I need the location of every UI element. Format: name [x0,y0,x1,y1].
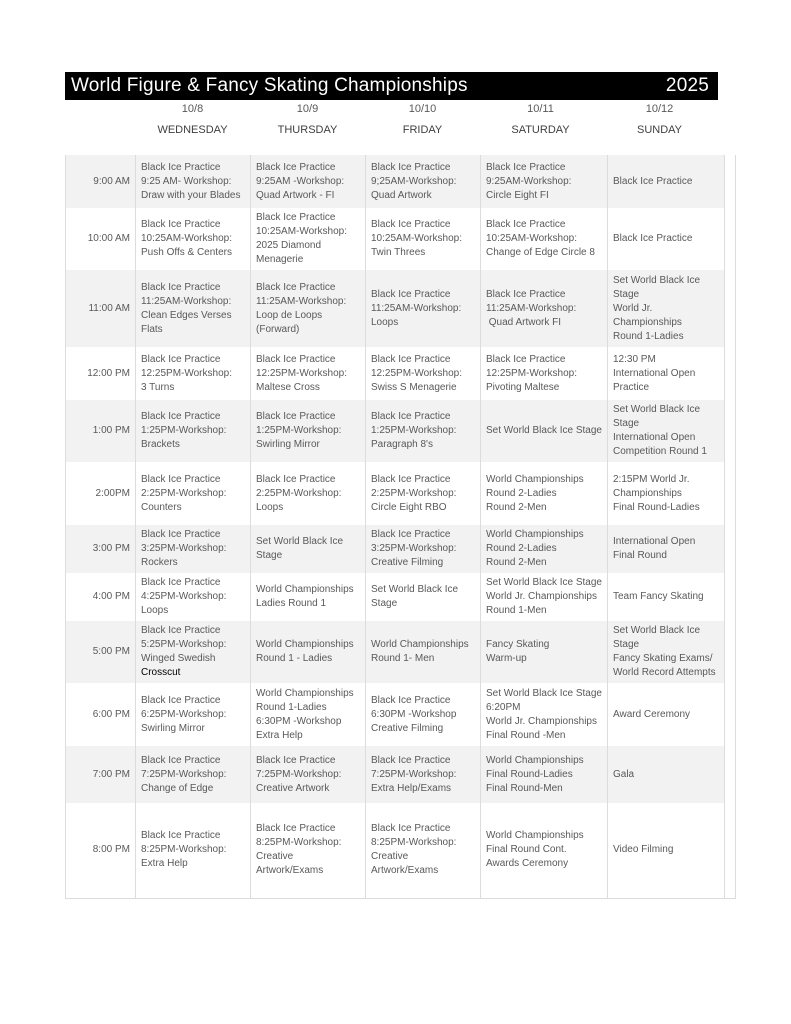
column-day-label: FRIDAY [402,124,443,136]
schedule-cell [251,155,366,208]
cell-line: Quad Artwork FI [486,316,562,328]
cell-line: Winged Swedish [141,653,216,664]
cell-line: Extra Help [256,729,303,741]
table-row [66,803,736,898]
cell-line: Set World Black Ice Stage [486,425,602,436]
column-date-label: 10/8 [181,103,204,115]
cell-line: Brackets [141,439,180,450]
cell-line: Round 1 - Ladies [256,653,333,664]
cell-line: 12:30 PM [612,353,656,365]
cell-line: Black Ice Practice [141,577,221,588]
schedule-cell [251,525,366,573]
cell-line: World Championships [486,473,584,485]
cell-line: (Forward) [256,323,300,335]
day-column-header [250,103,365,136]
cell-line: 7:25PM-Workshop: [141,768,227,780]
schedule-cell [481,573,608,621]
cell-line: Counters [141,501,182,513]
cell-line: Gala [612,768,635,780]
cell-line: World Championships [256,639,354,650]
column-day-label: THURSDAY [277,124,338,136]
schedule-cell [607,525,724,573]
cell-line: Push Offs & Centers [141,247,232,258]
cell-line: Circle Eight FI [486,189,549,201]
cell-line: Black Ice Practice [486,161,566,173]
cell-line: Black Ice Practice [612,233,693,244]
cell-line: World Jr. Championships [486,715,597,727]
cell-line: Stage [612,639,640,650]
schedule-cell [481,462,608,525]
cell-line: Artwork/Exams [371,865,439,877]
cell-line: Black Ice Practice [371,823,451,835]
right-spacer-cell [724,746,735,803]
cell-line: Black Ice Practice [141,219,221,230]
table-row [66,621,736,683]
cell-line: Draw with your Blades [141,189,241,201]
cell-line: Black Ice Practice [371,219,451,230]
schedule-cell [366,462,481,525]
table-row [66,683,736,746]
schedule-cell [366,803,481,898]
schedule-cell [607,803,724,898]
cell-line: 8:25PM-Workshop: [141,844,227,856]
cell-line: 6:30PM -Workshop [256,715,342,727]
cell-line: Final Round-Men [486,782,563,794]
cell-line: Black Ice Practice [256,754,336,766]
right-spacer-cell [724,573,735,621]
cell-line: Extra Help [141,858,188,870]
cell-line: Black Ice Practice [371,754,451,766]
cell-line: Clean Edges Verses [141,309,232,321]
column-date-label: 10/12 [645,103,674,115]
table-row [66,400,736,462]
cell-line: Final Round-Ladies [612,501,700,513]
cell-line: Round 2-Men [486,557,547,568]
schedule-table [65,155,736,899]
schedule-cell [251,746,366,803]
cell-line: 8:25PM-Workshop: [371,837,457,849]
schedule-cell [607,683,724,746]
cell-line: Final Round [612,550,667,561]
schedule-cell [136,155,251,208]
cell-line: Loops [256,501,284,513]
cell-line: Loops [141,605,169,616]
cell-line: Change of Edge [141,782,214,794]
schedule-cell [607,573,724,621]
schedule-cell [607,208,724,270]
time-label: 8:00 PM [66,803,136,898]
day-header-row [65,103,728,136]
cell-line: 7:25PM-Workshop: [371,768,457,780]
schedule-cell [136,621,251,683]
cell-line: Black Ice Practice [256,823,336,835]
right-spacer-cell [724,621,735,683]
cell-line: Black Ice Practice [256,353,336,365]
cell-line: Black Ice Practice [256,161,336,173]
cell-line: Final Round-Ladies [486,768,573,780]
cell-line: Set World Black Ice [612,404,701,415]
cell-line: Competition Round 1 [612,446,707,457]
cell-line: Creative Filming [371,557,444,568]
cell-line: Black Ice Practice [141,694,221,706]
cell-line: Round 1-Ladies [256,701,327,713]
table-row [66,270,736,347]
table-row [66,573,736,621]
time-label: 12:00 PM [66,347,136,400]
schedule-cell [366,746,481,803]
cell-line: Paragraph 8's [371,439,433,450]
schedule-cell [136,746,251,803]
cell-line: 1:25PM-Workshop: [256,425,342,436]
cell-line: Black Ice Practice [612,175,693,187]
table-row [66,746,736,803]
cell-line: Black Ice Practice [141,529,221,540]
cell-line: 4:25PM-Workshop: [141,591,227,602]
table-row [66,155,736,208]
time-label: 2:00PM [66,462,136,525]
cell-line: International Open [612,432,696,443]
schedule-cell [366,683,481,746]
cell-line: Swirling Mirror [141,722,205,734]
cell-line: Fancy Skating [486,639,550,650]
schedule-cell [251,683,366,746]
schedule-cell [251,208,366,270]
right-spacer-cell [724,525,735,573]
cell-line: Black Ice Practice [256,411,336,422]
schedule-cell [136,462,251,525]
cell-line: Crosscut [141,667,181,678]
cell-line: Practice [612,381,650,393]
cell-line: 6:25PM-Workshop: [141,708,227,720]
cell-line: World Jr. [612,302,653,314]
cell-line: World Record Attempts [612,667,716,678]
cell-line: Extra Help/Exams [371,782,452,794]
cell-line: 2025 Diamond [256,240,322,251]
column-day-label: SATURDAY [511,124,570,136]
cell-line: Black Ice Practice [371,288,451,300]
cell-line: 3:25PM-Workshop: [371,543,457,554]
cell-line: Ladies Round 1 [256,598,327,609]
cell-line: Black Ice Practice [256,473,336,485]
cell-line: World Jr. Championships [486,591,597,602]
column-date-label: 10/9 [296,103,319,115]
table-row [66,208,736,270]
cell-line: Awards Ceremony [486,858,569,870]
schedule-cell [251,462,366,525]
schedule-cell [481,400,608,462]
schedule-cell [251,621,366,683]
time-label: 11:00 AM [66,270,136,347]
day-column-header [601,103,718,136]
column-day-label: WEDNESDAY [157,124,228,136]
title-year: 2025 [665,75,709,96]
day-column-header [365,103,480,136]
schedule-cell [366,347,481,400]
time-label: 3:00 PM [66,525,136,573]
cell-line: Twin Threes [371,247,426,258]
cell-line: Fancy Skating Exams/ [612,653,713,664]
cell-line: 12:25PM-Workshop: [486,367,577,379]
time-label: 6:00 PM [66,683,136,746]
right-spacer-cell [724,462,735,525]
column-date-label: 10/10 [408,103,437,115]
cell-line: 2:15PM World Jr. [612,473,690,485]
schedule-cell [481,155,608,208]
schedule-cell [481,270,608,347]
cell-line: Pivoting Maltese [486,381,560,393]
schedule-cell [136,347,251,400]
cell-line: Swiss S Menagerie [371,381,457,393]
cell-line: Quad Artwork - FI [256,189,335,201]
cell-line: Set World Black Ice Stage [486,577,602,588]
cell-line: Quad Artwork [371,189,432,201]
schedule-body [66,155,736,898]
cell-line: 3 Turns [141,381,175,393]
cell-line: Video Filming [612,844,674,856]
schedule-cell [366,208,481,270]
right-spacer-cell [724,803,735,898]
schedule-cell [366,525,481,573]
time-label: 10:00 AM [66,208,136,270]
cell-line: Creative [371,851,409,863]
time-label: 4:00 PM [66,573,136,621]
schedule-cell [251,803,366,898]
cell-line: Set World Black Ice [612,274,701,286]
cell-line: Stage [371,598,398,609]
time-label: 9:00 AM [66,155,136,208]
schedule-cell [136,270,251,347]
cell-line: World Championships [486,529,584,540]
column-day-label: SUNDAY [636,124,683,136]
cell-line: Change of Edge Circle 8 [486,247,595,258]
schedule-cell [607,621,724,683]
cell-line: Maltese Cross [256,381,320,393]
cell-line: Creative [256,851,294,863]
cell-line: 10:25AM-Workshop: [371,233,462,244]
cell-line: 10:25AM-Workshop: [141,233,232,244]
cell-line: Black Ice Practice [141,281,221,293]
day-header-spacer [65,103,135,136]
schedule-cell [136,803,251,898]
cell-line: 8:25PM-Workshop: [256,837,342,849]
cell-line: Black Ice Practice [141,473,221,485]
cell-line: 9:25AM-Workshop: [486,175,572,187]
cell-line: Award Ceremony [612,708,691,720]
day-column-header [480,103,601,136]
schedule-cell [366,270,481,347]
schedule-cell [607,400,724,462]
cell-line: 9;25AM-Workshop: [371,175,457,187]
table-row [66,347,736,400]
cell-line: 2:25PM-Workshop: [141,487,227,499]
cell-line: Black Ice Practice [371,353,451,365]
schedule-cell [481,621,608,683]
schedule-cell [251,347,366,400]
cell-line: 3:25PM-Workshop: [141,543,227,554]
cell-line: Creative Artwork [256,782,330,794]
table-row [66,462,736,525]
cell-line: 10:25AM-Workshop: [256,226,347,237]
cell-line: Swirling Mirror [256,439,320,450]
cell-line: 5:25PM-Workshop: [141,639,227,650]
cell-line: International Open [612,367,696,379]
cell-line: Warm-up [486,653,527,664]
cell-line: Round 1-Ladies [612,330,684,342]
cell-line: Round 2-Men [486,501,547,513]
schedule-cell [251,270,366,347]
schedule-cell [136,208,251,270]
cell-line: 6:30PM -Workshop [371,708,457,720]
schedule-cell [481,803,608,898]
schedule-cell [136,400,251,462]
cell-line: Black Ice Practice [141,411,221,422]
column-date-label: 10/11 [527,103,554,115]
cell-line: Black Ice Practice [486,288,566,300]
cell-line: 7:25PM-Workshop: [256,768,342,780]
cell-line: 11:25AM-Workshop: [256,295,347,307]
cell-line: World Championships [256,687,354,699]
time-label: 7:00 PM [66,746,136,803]
cell-line: Set World Black Ice [371,584,459,595]
cell-line: Final Round Cont. [486,844,567,856]
schedule-cell [366,400,481,462]
cell-line: 1:25PM-Workshop: [371,425,457,436]
cell-line: Championships [612,316,682,328]
cell-line: Black Ice Practice [256,212,336,223]
cell-line: Rockers [141,557,178,568]
day-column-header [135,103,250,136]
cell-line: 11:25AM-Workshop: [486,302,577,314]
right-spacer-cell [724,347,735,400]
schedule-cell [136,573,251,621]
cell-line: 11:25AM-Workshop: [141,295,232,307]
schedule-cell [607,155,724,208]
schedule-cell [481,347,608,400]
cell-line: Round 1-Men [486,605,547,616]
title-bar [65,72,718,100]
cell-line: Round 1- Men [371,653,435,664]
cell-line: Creative Filming [371,722,444,734]
cell-line: World Championships [256,584,354,595]
cell-line: 11:25AM-Workshop: [371,302,462,314]
schedule-cell [481,746,608,803]
schedule-cell [481,683,608,746]
cell-line: Black Ice Practice [141,353,221,365]
cell-line: Black Ice Practice [486,219,566,230]
schedule-cell [607,462,724,525]
cell-line: Final Round -Men [486,729,566,741]
cell-line: International Open [612,536,696,547]
schedule-cell [481,525,608,573]
schedule-cell [251,400,366,462]
cell-line: Menagerie [256,254,304,265]
cell-line: Championships [612,487,682,499]
cell-line: Team Fancy Skating [612,591,704,602]
right-spacer-cell [724,683,735,746]
cell-line: Black Ice Practice [371,694,451,706]
cell-line: Black Ice Practice [141,754,221,766]
cell-line: Black Ice Practice [486,353,566,365]
schedule-cell [366,621,481,683]
cell-line: 12:25PM-Workshop: [256,367,347,379]
time-label: 1:00 PM [66,400,136,462]
schedule-cell [607,746,724,803]
schedule-cell [607,270,724,347]
cell-line: 12:25PM-Workshop: [141,367,232,379]
schedule-cell [136,683,251,746]
time-label: 5:00 PM [66,621,136,683]
cell-line: Circle Eight RBO [371,501,447,513]
schedule-cell [481,208,608,270]
cell-line: 10:25AM-Workshop: [486,233,577,244]
cell-line: 2:25PM-Workshop: [371,487,457,499]
right-spacer-cell [724,208,735,270]
schedule-cell [136,525,251,573]
cell-line: 9:25 AM- Workshop: [141,175,232,187]
cell-line: Stage [612,288,640,300]
cell-line: Loops [371,316,399,328]
cell-line: Black Ice Practice [371,411,451,422]
cell-line: Round 2-Ladies [486,487,557,499]
schedule-cell [251,573,366,621]
cell-line: 12:25PM-Workshop: [371,367,462,379]
schedule-cell [366,155,481,208]
cell-line: Black Ice Practice [141,625,221,636]
right-spacer-cell [724,155,735,208]
cell-line: Set World Black Ice [256,536,344,547]
right-spacer-cell [724,400,735,462]
cell-line: Loop de Loops [256,309,323,321]
schedule-cell [366,573,481,621]
cell-line: Set World Black Ice Stage [486,687,602,699]
cell-line: 6:20PM [486,701,521,713]
schedule-cell [607,347,724,400]
cell-line: Black Ice Practice [256,281,336,293]
cell-line: Black Ice Practice [141,161,221,173]
cell-line: Round 2-Ladies [486,543,557,554]
cell-line: World Championships [371,639,469,650]
cell-line: Stage [612,418,640,429]
cell-line: Black Ice Practice [371,161,451,173]
cell-line: World Championships [486,830,584,842]
cell-line: Set World Black Ice [612,625,701,636]
cell-line: 9:25AM -Workshop: [256,175,345,187]
cell-line: World Championships [486,754,584,766]
cell-line: 1:25PM-Workshop: [141,425,227,436]
table-row [66,525,736,573]
cell-line: Black Ice Practice [141,830,221,842]
cell-line: Stage [256,550,283,561]
cell-line: Black Ice Practice [371,473,451,485]
right-spacer-cell [724,270,735,347]
cell-line: Black Ice Practice [371,529,451,540]
page-title: World Figure & Fancy Skating Championships [71,75,468,96]
cell-line: Artwork/Exams [256,865,324,877]
cell-line: Flats [141,323,163,335]
cell-line: 2:25PM-Workshop: [256,487,342,499]
